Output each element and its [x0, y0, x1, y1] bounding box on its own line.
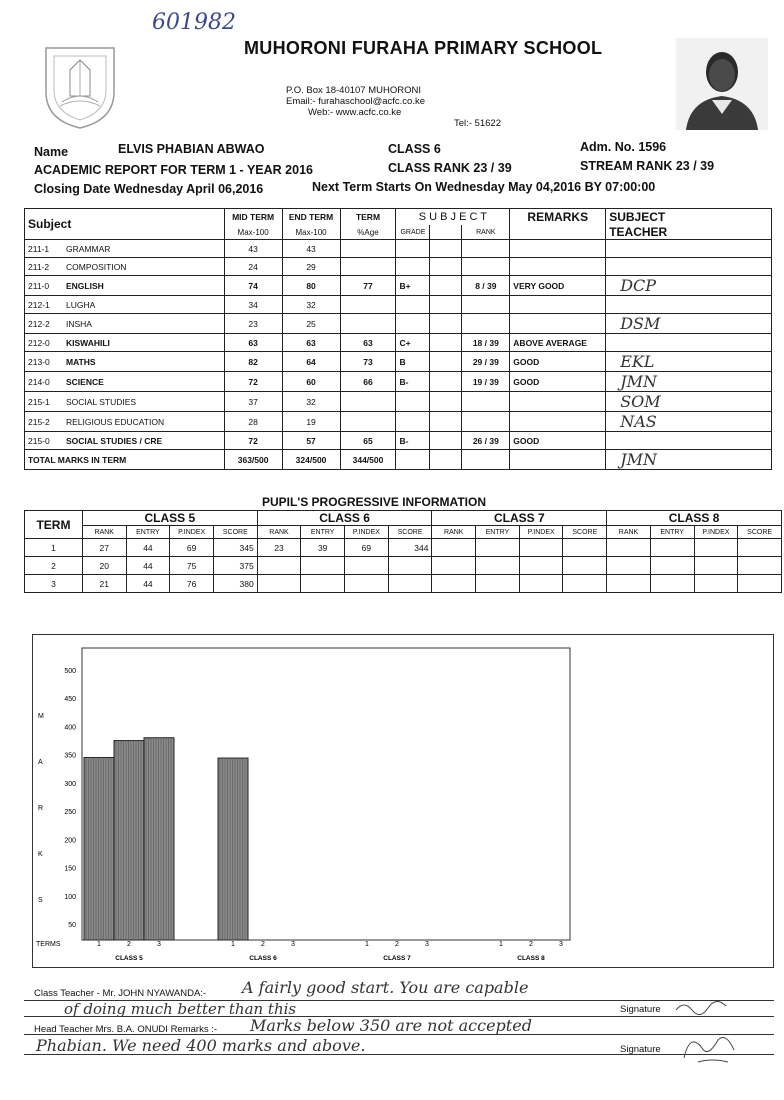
teacher-initials: [606, 240, 772, 258]
subject-grade: [396, 392, 430, 412]
subject-name: [25, 412, 225, 432]
header-end-max: Max-100: [282, 225, 340, 240]
name-label: Name: [34, 145, 69, 159]
progress-table: [24, 510, 782, 593]
progress-subheader: RANK: [257, 526, 301, 539]
header-term: TERM: [340, 209, 396, 226]
tel-line: Tel:- 51622: [454, 118, 502, 129]
blank-cell: [430, 412, 462, 432]
end-term-mark: 19: [282, 412, 340, 432]
y-tick-label: 450: [64, 696, 76, 704]
progress-cell: [519, 539, 563, 557]
head-teacher-remark: Marks below 350 are not accepted: [250, 1016, 532, 1035]
term-tick-label: 1: [499, 941, 503, 948]
progress-cell: [519, 575, 563, 593]
subject-grade: [396, 296, 430, 314]
blank-cell: [430, 352, 462, 372]
progress-cell: 23: [257, 539, 301, 557]
blank-cell: [430, 276, 462, 296]
progress-cell: 344: [388, 539, 432, 557]
blank-cell: [430, 314, 462, 334]
subject-name: [25, 296, 225, 314]
term-tick-label: 2: [529, 941, 533, 948]
subject-title: INSHA: [66, 318, 92, 329]
subject-remark: GOOD: [510, 352, 606, 372]
subject-title: COMPOSITION: [66, 261, 127, 272]
class-teacher-signature-label: Signature: [620, 1004, 661, 1015]
progress-subheader: SCORE: [388, 526, 432, 539]
subject-code: 211-0: [28, 280, 50, 291]
progress-subheader: ENTRY: [301, 526, 345, 539]
class-group-label: CLASS 5: [115, 955, 143, 962]
progress-cell: 44: [126, 557, 170, 575]
progress-cell: [301, 557, 345, 575]
teacher-initials: [606, 296, 772, 314]
closing-date: Closing Date Wednesday April 06,2016: [34, 182, 264, 196]
term-tick-label: 3: [559, 941, 563, 948]
subject-name: [25, 276, 225, 296]
y-tick-label: 500: [64, 668, 76, 675]
progress-subheader: ENTRY: [126, 526, 170, 539]
stream-rank: STREAM RANK 23 / 39: [580, 159, 715, 173]
results-row: [25, 334, 772, 352]
teacher-initials: DCP: [606, 276, 772, 296]
progress-subheader: ENTRY: [650, 526, 694, 539]
blank-cell: [430, 432, 462, 450]
class-group-label: CLASS 7: [383, 955, 411, 962]
class-teacher-remark-cont: of doing much better than this: [64, 1000, 297, 1018]
subject-rank: 8 / 39: [462, 276, 510, 296]
school-crest-logo: [34, 40, 126, 132]
subject-rank: [462, 412, 510, 432]
total-end: 324/500: [282, 450, 340, 470]
progress-cell: [607, 557, 651, 575]
term-tick-label: 1: [231, 941, 235, 948]
total-mid: 363/500: [224, 450, 282, 470]
progress-class-header: CLASS 7: [432, 511, 607, 526]
blank-cell: [430, 296, 462, 314]
progress-cell: [301, 575, 345, 593]
subject-rank: [462, 392, 510, 412]
subject-title: ENGLISH: [66, 280, 104, 291]
progress-cell: [650, 575, 694, 593]
subject-name: [25, 258, 225, 276]
progress-subheader: SCORE: [738, 526, 782, 539]
progress-cell: 375: [213, 557, 257, 575]
subject-remark: [510, 258, 606, 276]
school-name: MUHORONI FURAHA PRIMARY SCHOOL: [244, 38, 603, 58]
end-term-mark: 80: [282, 276, 340, 296]
subject-code: 212-0: [28, 337, 50, 348]
progress-cell: [563, 539, 607, 557]
subject-rank: [462, 314, 510, 334]
progress-cell: 76: [170, 575, 214, 593]
progress-term: 2: [25, 557, 83, 575]
subject-rank: [462, 296, 510, 314]
y-tick-label: 350: [64, 752, 76, 760]
teacher-initials: DSM: [606, 314, 772, 334]
total-label: TOTAL MARKS IN TERM: [25, 450, 225, 470]
remarks-section: [24, 976, 774, 1066]
progress-cell: [345, 557, 389, 575]
head-teacher-signature-label: Signature: [620, 1044, 661, 1055]
progress-cell: 69: [345, 539, 389, 557]
admission-number: Adm. No. 1596: [580, 140, 667, 154]
progress-cell: [607, 539, 651, 557]
header-subject: Subject: [25, 209, 225, 240]
subject-code: 212-1: [28, 299, 50, 310]
teacher-initials: NAS: [606, 412, 772, 432]
report-title: ACADEMIC REPORT FOR TERM 1 - YEAR 2016: [34, 163, 313, 177]
mid-term-mark: 28: [224, 412, 282, 432]
progress-cell: [432, 557, 476, 575]
subject-grade: [396, 258, 430, 276]
term-percentage: 73: [340, 352, 396, 372]
progress-cell: [650, 557, 694, 575]
progress-subheader: RANK: [607, 526, 651, 539]
term-tick-label: 3: [157, 941, 161, 948]
term-percentage: [340, 314, 396, 334]
progress-cell: [257, 557, 301, 575]
subject-remark: [510, 392, 606, 412]
student-photo: [676, 38, 768, 130]
subject-remark: GOOD: [510, 372, 606, 392]
mid-term-mark: 82: [224, 352, 282, 372]
progress-subheader: SCORE: [563, 526, 607, 539]
teacher-initials: EKL: [606, 352, 772, 372]
progress-cell: [432, 539, 476, 557]
subject-code: 211-2: [28, 261, 50, 272]
results-row: [25, 392, 772, 412]
progress-cell: [738, 539, 782, 557]
progress-class-header: CLASS 5: [82, 511, 257, 526]
subject-code: 212-2: [28, 318, 50, 329]
header-end-term: END TERM: [282, 209, 340, 226]
term-percentage: [340, 258, 396, 276]
subject-name: [25, 352, 225, 372]
progress-subheader: P.INDEX: [170, 526, 214, 539]
results-row: [25, 296, 772, 314]
term-percentage: 63: [340, 334, 396, 352]
progress-subheader: P.INDEX: [345, 526, 389, 539]
term-percentage: [340, 240, 396, 258]
term-percentage: [340, 296, 396, 314]
subject-remark: ABOVE AVERAGE: [510, 334, 606, 352]
term-percentage: [340, 412, 396, 432]
subject-grade: B: [396, 352, 430, 372]
progress-cell: [388, 557, 432, 575]
term-percentage: [340, 392, 396, 412]
subject-title: SCIENCE: [66, 376, 104, 387]
teacher-initials: JMN: [606, 372, 772, 392]
head-teacher-remark-cont: Phabian. We need 400 marks and above.: [36, 1036, 366, 1055]
class-group-label: CLASS 6: [249, 955, 277, 962]
progress-cell: [563, 557, 607, 575]
teacher-initials: [606, 334, 772, 352]
progress-row: [25, 539, 782, 557]
address-line: P.O. Box 18-40107 MUHORONI: [286, 85, 421, 96]
term-tick-label: 1: [97, 941, 101, 948]
subject-name: [25, 392, 225, 412]
subject-remark: [510, 296, 606, 314]
subject-rank: 29 / 39: [462, 352, 510, 372]
web-line: Web:- www.acfc.co.ke: [308, 107, 402, 118]
blank-cell: [430, 392, 462, 412]
progress-cell: 44: [126, 539, 170, 557]
subject-remark: GOOD: [510, 432, 606, 450]
subject-grade: [396, 314, 430, 334]
subject-grade: [396, 412, 430, 432]
x-axis-label: TERMS: [36, 941, 61, 948]
term-tick-label: 2: [261, 941, 265, 948]
subject-rank: 18 / 39: [462, 334, 510, 352]
y-axis-label-letter: K: [38, 851, 43, 858]
progress-subheader: RANK: [82, 526, 126, 539]
mid-term-mark: 72: [224, 432, 282, 450]
mid-term-mark: 74: [224, 276, 282, 296]
mid-term-mark: 23: [224, 314, 282, 334]
head-teacher-label: Head Teacher Mrs. B.A. ONUDI Remarks :-: [34, 1024, 218, 1035]
subject-name: [25, 334, 225, 352]
end-term-mark: 43: [282, 240, 340, 258]
class-teacher-remark: A fairly good start. You are capable: [242, 978, 529, 997]
end-term-mark: 57: [282, 432, 340, 450]
subject-title: SOCIAL STUDIES / CRE: [66, 435, 163, 446]
progress-cell: 20: [82, 557, 126, 575]
progress-subheader: P.INDEX: [519, 526, 563, 539]
y-tick-label: 200: [64, 837, 76, 845]
mid-term-mark: 37: [224, 392, 282, 412]
subject-grade: C+: [396, 334, 430, 352]
header-teacher-sub: TEACHER: [606, 225, 772, 240]
term-tick-label: 3: [425, 941, 429, 948]
progress-cell: [694, 575, 738, 593]
progress-cell: [257, 575, 301, 593]
progress-cell: 27: [82, 539, 126, 557]
progress-class-header: CLASS 6: [257, 511, 432, 526]
progress-cell: [694, 539, 738, 557]
y-axis-label-letter: R: [38, 805, 44, 812]
subject-name: [25, 432, 225, 450]
progress-cell: [388, 575, 432, 593]
progress-class-header: CLASS 8: [607, 511, 782, 526]
header-mid-max: Max-100: [224, 225, 282, 240]
progress-subheader: P.INDEX: [694, 526, 738, 539]
progress-term: 1: [25, 539, 83, 557]
y-tick-label: 400: [64, 724, 76, 732]
progress-cell: 69: [170, 539, 214, 557]
progress-cell: [519, 557, 563, 575]
mid-term-mark: 72: [224, 372, 282, 392]
progress-cell: [476, 539, 520, 557]
y-tick-label: 250: [64, 809, 76, 817]
student-class: CLASS 6: [388, 142, 441, 156]
subject-code: 215-2: [28, 416, 50, 427]
y-tick-label: 150: [64, 865, 76, 873]
progress-cell: [738, 575, 782, 593]
subject-remark: [510, 240, 606, 258]
progress-cell: 39: [301, 539, 345, 557]
progress-row: [25, 575, 782, 593]
term-percentage: 65: [340, 432, 396, 450]
next-term-date: Next Term Starts On Wednesday May 04,2016 BY 07:00:00: [312, 180, 656, 194]
subject-name: [25, 372, 225, 392]
results-row: [25, 240, 772, 258]
results-row: [25, 372, 772, 392]
progress-subheader: ENTRY: [476, 526, 520, 539]
teacher-initials: [606, 432, 772, 450]
progress-cell: 380: [213, 575, 257, 593]
progress-cell: [345, 575, 389, 593]
student-name: ELVIS PHABIAN ABWAO: [118, 142, 265, 156]
header-term-pct: %Age: [340, 225, 396, 240]
header-teacher: SUBJECT: [606, 209, 772, 226]
progress-cell: 345: [213, 539, 257, 557]
end-term-mark: 60: [282, 372, 340, 392]
head-teacher-signature: [678, 1028, 748, 1066]
mid-term-mark: 63: [224, 334, 282, 352]
school-address: [286, 85, 501, 129]
teacher-initials-signature: JMN: [606, 450, 772, 470]
subject-code: 211-1: [28, 243, 50, 254]
y-axis-label-letter: A: [38, 759, 43, 766]
subject-rank: [462, 258, 510, 276]
subject-title: LUGHA: [66, 299, 96, 310]
y-tick-label: 300: [64, 780, 76, 788]
subject-remark: [510, 314, 606, 334]
email-line: Email:- furahaschool@acfc.co.ke: [286, 96, 426, 107]
term-tick-label: 1: [365, 941, 369, 948]
subject-grade: B-: [396, 432, 430, 450]
y-tick-label: 100: [64, 893, 76, 901]
subject-code: 214-0: [28, 376, 50, 387]
blank-cell: [430, 258, 462, 276]
results-row: [25, 258, 772, 276]
term-tick-label: 3: [291, 941, 295, 948]
progress-cell: [476, 575, 520, 593]
header-subject-group: S U B J E C T: [396, 209, 510, 226]
class-teacher-signature: [674, 998, 734, 1016]
progress-cell: [738, 557, 782, 575]
subject-remark: VERY GOOD: [510, 276, 606, 296]
subject-grade: [396, 240, 430, 258]
subject-rank: 19 / 39: [462, 372, 510, 392]
header-grade: GRADE: [396, 225, 430, 240]
progress-subheader: RANK: [432, 526, 476, 539]
header-mid-term: MID TERM: [224, 209, 282, 226]
results-row: [25, 314, 772, 334]
subject-title: SOCIAL STUDIES: [66, 396, 137, 407]
subject-rank: 26 / 39: [462, 432, 510, 450]
y-axis-label-letter: M: [38, 713, 44, 720]
subject-grade: B-: [396, 372, 430, 392]
progress-cell: [432, 575, 476, 593]
results-row: [25, 276, 772, 296]
subject-title: KISWAHILI: [66, 337, 110, 348]
progress-cell: [563, 575, 607, 593]
progress-subheader: SCORE: [213, 526, 257, 539]
progress-cell: [476, 557, 520, 575]
results-table: [24, 208, 772, 470]
term-percentage: 66: [340, 372, 396, 392]
subject-name: [25, 314, 225, 334]
mid-term-mark: 24: [224, 258, 282, 276]
subject-grade: B+: [396, 276, 430, 296]
end-term-mark: 64: [282, 352, 340, 372]
term-percentage: 77: [340, 276, 396, 296]
y-tick-label: 50: [68, 922, 76, 929]
progress-cell: 21: [82, 575, 126, 593]
progress-cell: [694, 557, 738, 575]
subject-title: MATHS: [66, 356, 96, 367]
header-remarks: REMARKS: [510, 209, 606, 226]
end-term-mark: 63: [282, 334, 340, 352]
teacher-initials: [606, 258, 772, 276]
progress-title: PUPIL'S PROGRESSIVE INFORMATION: [262, 495, 486, 509]
subject-title: RELIGIOUS EDUCATION: [66, 416, 165, 427]
subject-title: GRAMMAR: [66, 243, 111, 254]
progress-row: [25, 557, 782, 575]
teacher-initials: SOM: [606, 392, 772, 412]
end-term-mark: 32: [282, 296, 340, 314]
mid-term-mark: 43: [224, 240, 282, 258]
results-row: [25, 352, 772, 372]
total-term: 344/500: [340, 450, 396, 470]
subject-code: 215-1: [28, 396, 50, 407]
subject-name: [25, 240, 225, 258]
end-term-mark: 32: [282, 392, 340, 412]
blank-cell: [430, 240, 462, 258]
subject-rank: [462, 240, 510, 258]
end-term-mark: 25: [282, 314, 340, 334]
subject-code: 213-0: [28, 356, 50, 367]
blank-cell: [430, 372, 462, 392]
progress-cell: [607, 575, 651, 593]
progress-term: 3: [25, 575, 83, 593]
end-term-mark: 29: [282, 258, 340, 276]
progress-cell: [650, 539, 694, 557]
class-teacher-label: Class Teacher - Mr. JOHN NYAWANDA:-: [34, 988, 207, 999]
marks-bar-chart: [32, 634, 774, 968]
reference-number: 601982: [152, 10, 236, 35]
header-rank: RANK: [462, 225, 510, 240]
progress-cell: 75: [170, 557, 214, 575]
results-row: [25, 412, 772, 432]
class-group-label: CLASS 8: [517, 955, 545, 962]
term-tick-label: 2: [127, 941, 131, 948]
progress-term-header: TERM: [25, 511, 83, 539]
term-tick-label: 2: [395, 941, 399, 948]
results-row: [25, 432, 772, 450]
subject-remark: [510, 412, 606, 432]
y-axis-label-letter: S: [38, 897, 43, 904]
blank-cell: [430, 334, 462, 352]
class-rank: CLASS RANK 23 / 39: [388, 161, 512, 175]
mid-term-mark: 34: [224, 296, 282, 314]
progress-cell: 44: [126, 575, 170, 593]
subject-code: 215-0: [28, 435, 50, 446]
